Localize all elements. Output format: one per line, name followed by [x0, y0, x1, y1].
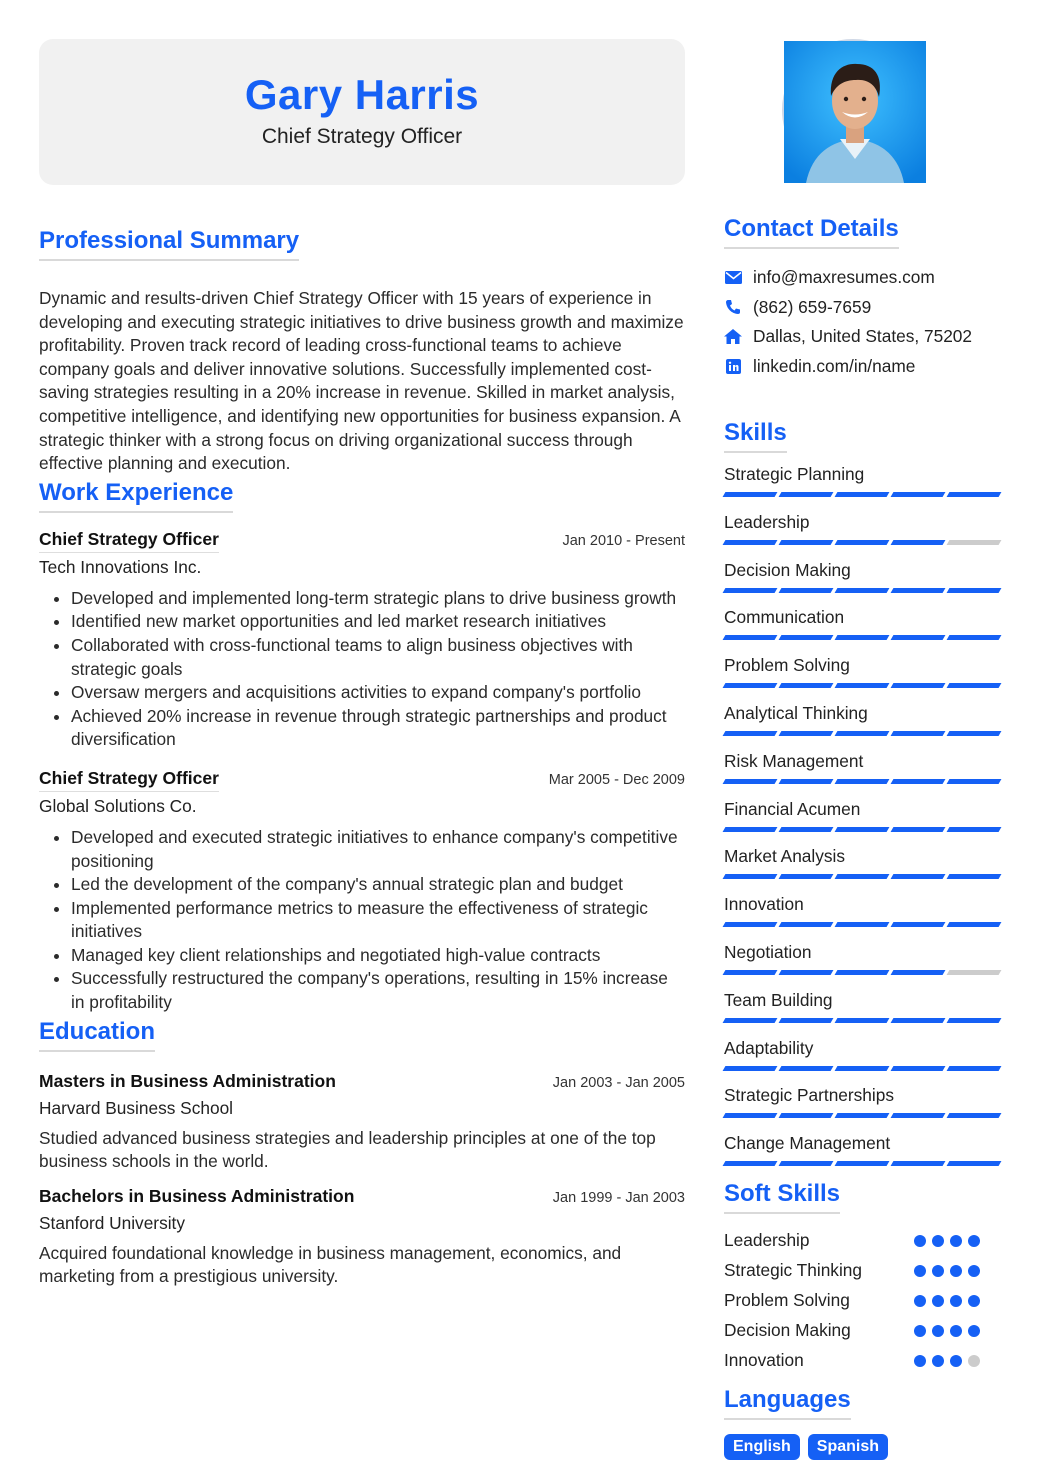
summary-text: Dynamic and results-driven Chief Strategy Officer with 15 years of experience in developing and executing strategic initiatives to drive business growth and maximize profitability. Proven track record of leading cross-functional teams to achieve company goals and deliver innovative solutions. Successfully implemented cost-saving strategies resulting in a 20% increase in revenue. Skilled in market analysis, competitive intelligence, and identifying new opportunities for business expansion. A strategic thinker with a strong focus on driving organizational success through effective planning and execution. [39, 288, 684, 474]
contact-email[interactable] [724, 263, 1000, 293]
skill-item [724, 845, 1000, 879]
soft-skill-item [724, 1286, 1000, 1316]
skill-level-segment [891, 1066, 946, 1071]
language-pill: Spanish [808, 1434, 888, 1460]
skill-level-bar [724, 1066, 1000, 1071]
skill-level-segment [835, 492, 890, 497]
skill-name: Leadership [724, 511, 810, 532]
skill-level-segment [891, 683, 946, 688]
degree-title: Masters in Business Administration [39, 1070, 336, 1091]
rating-dot [950, 1325, 962, 1337]
candidate-title: Chief Strategy Officer [261, 125, 463, 148]
skill-level-segment [723, 827, 778, 832]
skill-item [724, 654, 1000, 688]
job-bullet: • Developed and implemented long-term strategic plans to drive business growth [71, 587, 685, 611]
soft-skill-name: Strategic Thinking [724, 1260, 863, 1281]
skill-level-bar [724, 874, 1000, 879]
skill-name: Problem Solving [724, 655, 850, 676]
job-company: Global Solutions Co. [39, 795, 197, 816]
soft-skill-item [724, 1316, 1000, 1346]
work-section [39, 479, 685, 1015]
rating-dot [932, 1295, 944, 1307]
skill-item [724, 559, 1000, 593]
skill-name: Change Management [724, 1133, 891, 1154]
skill-level-segment [891, 588, 946, 593]
rating-dot [950, 1295, 962, 1307]
candidate-name: Gary Harris [244, 71, 480, 118]
skill-level-segment [947, 827, 1002, 832]
skill-level-segment [947, 1161, 1002, 1166]
skill-name: Analytical Thinking [724, 702, 868, 723]
skill-level-segment [723, 492, 778, 497]
rating-dot [914, 1325, 926, 1337]
skill-name: Decision Making [724, 559, 851, 580]
skill-level-segment [723, 1066, 778, 1071]
soft-skills-section [724, 1180, 1000, 1376]
skill-level-segment [835, 731, 890, 736]
skill-item [724, 511, 1000, 545]
skill-item [724, 463, 1000, 497]
job-bullets [39, 587, 685, 752]
skill-level-segment [779, 1161, 834, 1166]
job-entry [39, 529, 685, 752]
skill-level-bar [724, 683, 1000, 688]
contact-linkedin[interactable] [724, 352, 1000, 382]
soft-skills-heading: Soft Skills [724, 1180, 840, 1214]
degree-title: Bachelors in Business Administration [39, 1185, 355, 1206]
summary-section [39, 227, 685, 476]
skill-level-segment [723, 1018, 778, 1023]
rating-dot [968, 1265, 980, 1277]
linkedin-icon [724, 357, 742, 375]
skill-level-segment [779, 1018, 834, 1023]
job-bullets [39, 826, 685, 1015]
skill-level-segment [779, 874, 834, 879]
soft-skill-rating [914, 1355, 980, 1367]
skill-level-segment [947, 492, 1002, 497]
skill-name: Innovation [724, 894, 804, 915]
header-card [39, 39, 685, 185]
contact-phone[interactable] [724, 293, 1000, 323]
main-column [39, 39, 685, 1289]
skill-level-segment [779, 492, 834, 497]
skill-level-segment [779, 922, 834, 927]
skill-item [724, 606, 1000, 640]
skill-level-segment [779, 827, 834, 832]
rating-dot [914, 1355, 926, 1367]
soft-skill-name: Decision Making [724, 1320, 851, 1341]
skill-level-segment [779, 779, 834, 784]
skill-level-segment [947, 1018, 1002, 1023]
skill-level-bar [724, 492, 1000, 497]
skill-level-segment [947, 874, 1002, 879]
soft-skill-rating [914, 1235, 980, 1247]
skill-level-segment [723, 683, 778, 688]
skill-item [724, 1132, 1000, 1166]
education-section [39, 1018, 685, 1289]
skill-level-segment [779, 731, 834, 736]
skill-level-bar [724, 588, 1000, 593]
education-heading: Education [39, 1018, 155, 1052]
skill-level-segment [723, 1113, 778, 1118]
skill-level-segment [779, 970, 834, 975]
skill-name: Strategic Partnerships [724, 1085, 895, 1106]
job-bullet: • Managed key client relationships and negotiated high-value contracts [71, 944, 685, 968]
skill-level-segment [891, 1161, 946, 1166]
skill-level-segment [947, 779, 1002, 784]
rating-dot [968, 1355, 980, 1367]
contact-location [724, 322, 1000, 352]
soft-skill-item [724, 1256, 1000, 1286]
skill-item [724, 702, 1000, 736]
job-bullet: • Led the development of the company's annual strategic plan and budget [71, 873, 685, 897]
job-company: Tech Innovations Inc. [39, 556, 202, 577]
skill-level-bar [724, 779, 1000, 784]
skill-level-segment [835, 1066, 890, 1071]
sidebar-column [724, 39, 1000, 1460]
skill-level-segment [835, 922, 890, 927]
email-text: info@maxresumes.com [753, 267, 935, 288]
skill-level-segment [723, 922, 778, 927]
soft-skill-rating [914, 1295, 980, 1307]
job-bullet: • Implemented performance metrics to measure the effectiveness of strategic initiatives [71, 897, 685, 944]
skill-level-segment [891, 922, 946, 927]
skill-name: Adaptability [724, 1037, 814, 1058]
skill-level-segment [947, 540, 1002, 545]
soft-skill-name: Problem Solving [724, 1290, 850, 1311]
skill-level-segment [723, 540, 778, 545]
skill-level-bar [724, 922, 1000, 927]
skill-level-segment [779, 1066, 834, 1071]
email-icon [724, 269, 742, 287]
skill-level-segment [835, 874, 890, 879]
rating-dot [914, 1265, 926, 1277]
rating-dot [950, 1235, 962, 1247]
skill-level-bar [724, 540, 1000, 545]
skill-level-segment [779, 588, 834, 593]
skill-item [724, 750, 1000, 784]
skill-level-segment [947, 635, 1002, 640]
skill-level-segment [891, 731, 946, 736]
skill-level-segment [947, 1113, 1002, 1118]
job-bullet: • Identified new market opportunities and led market research initiatives [71, 610, 685, 634]
rating-dot [932, 1355, 944, 1367]
skill-item [724, 1037, 1000, 1071]
education-dates: Jan 1999 - Jan 2003 [552, 1189, 685, 1206]
education-description: Acquired foundational knowledge in business management, economics, and marketing from a prestigious university. [39, 1242, 622, 1287]
skill-level-segment [835, 970, 890, 975]
rating-dot [932, 1265, 944, 1277]
skill-level-segment [723, 731, 778, 736]
language-pill: English [724, 1434, 800, 1460]
education-entry [39, 1186, 685, 1289]
skill-name: Communication [724, 607, 845, 628]
job-dates: Jan 2010 - Present [562, 532, 685, 549]
soft-skill-item [724, 1346, 1000, 1376]
skill-name: Team Building [724, 989, 833, 1010]
rating-dot [950, 1265, 962, 1277]
skill-level-segment [891, 635, 946, 640]
job-bullet: • Successfully restructured the company's operations, resulting in 15% increase in profitability [71, 967, 685, 1014]
skill-level-segment [723, 970, 778, 975]
skill-level-segment [947, 731, 1002, 736]
rating-dot [932, 1325, 944, 1337]
skill-name: Financial Acumen [724, 798, 861, 819]
skill-level-bar [724, 1018, 1000, 1023]
skill-level-segment [891, 1113, 946, 1118]
skill-level-segment [947, 588, 1002, 593]
skill-item [724, 798, 1000, 832]
languages-section [724, 1386, 1000, 1460]
skill-item [724, 893, 1000, 927]
education-entry [39, 1071, 685, 1174]
rating-dot [968, 1235, 980, 1247]
skill-level-segment [891, 540, 946, 545]
school-name: Stanford University [39, 1212, 185, 1233]
skill-level-segment [835, 635, 890, 640]
contact-section [724, 215, 1000, 381]
skill-level-bar [724, 1113, 1000, 1118]
soft-skill-name: Leadership [724, 1230, 810, 1251]
skill-name: Negotiation [724, 941, 812, 962]
skill-level-segment [835, 588, 890, 593]
skill-level-segment [891, 970, 946, 975]
skill-level-segment [835, 1018, 890, 1023]
skill-level-segment [891, 492, 946, 497]
skill-level-bar [724, 731, 1000, 736]
soft-skill-name: Innovation [724, 1350, 804, 1371]
phone-text: (862) 659-7659 [753, 296, 872, 317]
skill-level-segment [947, 683, 1002, 688]
location-text: Dallas, United States, 75202 [753, 326, 973, 347]
skill-level-bar [724, 970, 1000, 975]
skill-name: Risk Management [724, 750, 864, 771]
soft-skills-list [724, 1226, 1000, 1376]
skill-level-segment [779, 683, 834, 688]
job-entry [39, 768, 685, 1015]
skill-level-segment [947, 970, 1002, 975]
skill-level-segment [891, 874, 946, 879]
work-heading: Work Experience [39, 479, 233, 513]
school-name: Harvard Business School [39, 1097, 234, 1118]
job-bullet: • Achieved 20% increase in revenue through strategic partnerships and product diversification [71, 705, 685, 752]
skill-level-segment [723, 588, 778, 593]
rating-dot [968, 1325, 980, 1337]
job-title: Chief Strategy Officer [39, 529, 219, 553]
skills-list [724, 463, 1000, 1166]
profile-photo [782, 39, 924, 181]
skill-level-segment [947, 922, 1002, 927]
skill-level-segment [835, 1161, 890, 1166]
skill-level-segment [723, 779, 778, 784]
skill-item [724, 941, 1000, 975]
skill-item [724, 1084, 1000, 1118]
rating-dot [950, 1355, 962, 1367]
skills-heading: Skills [724, 419, 787, 453]
skill-level-segment [891, 1018, 946, 1023]
linkedin-text: linkedin.com/in/name [753, 355, 916, 376]
skill-level-bar [724, 827, 1000, 832]
skill-level-segment [835, 1113, 890, 1118]
skill-level-segment [835, 779, 890, 784]
phone-icon [724, 298, 742, 316]
skill-level-segment [723, 635, 778, 640]
skill-item [724, 989, 1000, 1023]
soft-skill-rating [914, 1325, 980, 1337]
skill-name: Strategic Planning [724, 464, 865, 484]
education-dates: Jan 2003 - Jan 2005 [552, 1074, 685, 1091]
skill-level-segment [835, 827, 890, 832]
soft-skill-rating [914, 1265, 980, 1277]
contact-heading: Contact Details [724, 215, 899, 249]
skill-level-segment [891, 779, 946, 784]
skill-level-segment [723, 1161, 778, 1166]
education-description: Studied advanced business strategies and leadership principles at one of the top business schools in the world. [39, 1127, 656, 1172]
skill-level-segment [947, 1066, 1002, 1071]
rating-dot [914, 1235, 926, 1247]
skills-section [724, 419, 1000, 1166]
job-bullet: • Collaborated with cross-functional teams to align business objectives with strategic goals [71, 634, 685, 681]
skill-level-segment [835, 540, 890, 545]
languages-list [724, 1434, 1000, 1460]
skill-level-segment [779, 540, 834, 545]
job-bullet: • Oversaw mergers and acquisitions activities to expand company's portfolio [71, 681, 685, 705]
rating-dot [968, 1295, 980, 1307]
job-title: Chief Strategy Officer [39, 768, 219, 792]
skill-level-segment [891, 827, 946, 832]
skill-name: Market Analysis [724, 846, 846, 867]
job-bullet: • Developed and executed strategic initiatives to enhance company's competitive positioning [71, 826, 685, 873]
rating-dot [914, 1295, 926, 1307]
rating-dot [932, 1235, 944, 1247]
skill-level-bar [724, 635, 1000, 640]
job-dates: Mar 2005 - Dec 2009 [548, 771, 685, 788]
skill-level-segment [779, 635, 834, 640]
languages-heading: Languages [724, 1386, 851, 1420]
soft-skill-item [724, 1226, 1000, 1256]
skill-level-bar [724, 1161, 1000, 1166]
summary-heading: Professional Summary [39, 227, 299, 261]
skill-level-segment [779, 1113, 834, 1118]
home-icon [724, 328, 742, 346]
skill-level-segment [835, 683, 890, 688]
skill-level-segment [723, 874, 778, 879]
